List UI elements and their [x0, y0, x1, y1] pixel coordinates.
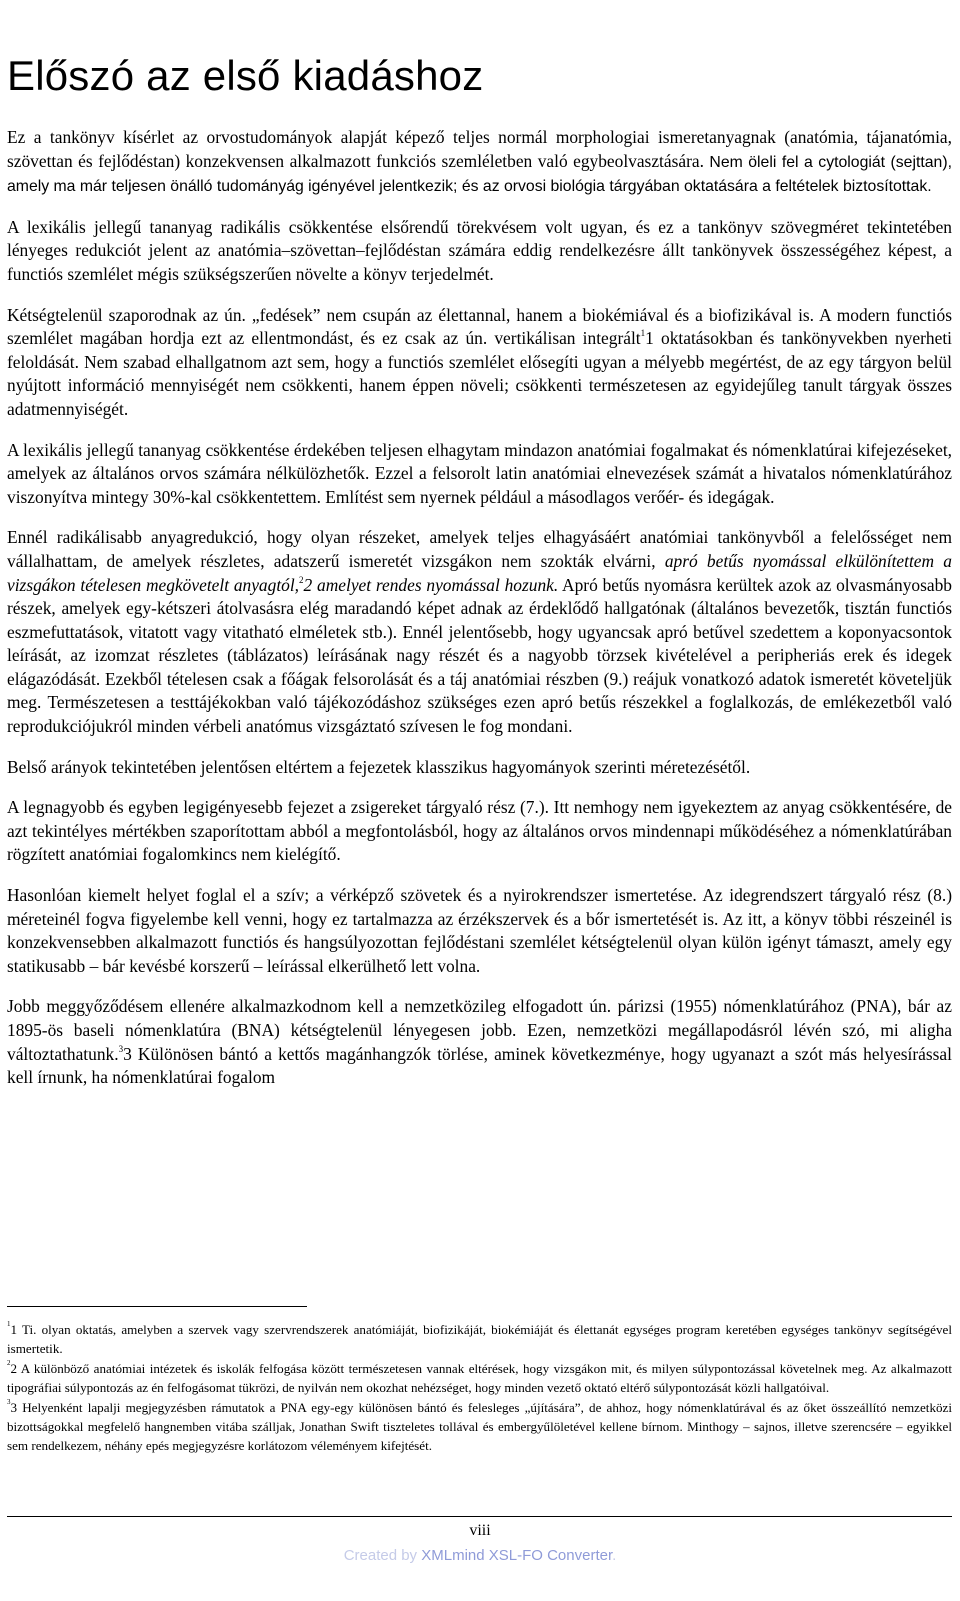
page-title: Előszó az első kiadáshoz [7, 52, 484, 99]
paragraph-5-part-a: Ennél radikálisabb anyagredukció, hogy olyan részeket, amelyek teljes elhagyásáért anatómiai tankönyvből a felelősséget nem vállalhattam, de amelyek részletes, adatszerű ismeretét vizsgákon nem szokták elvárni, [7, 527, 952, 571]
paragraph-4: A lexikális jellegű tananyag csökkentése érdekében teljesen elhagytam mindazon anatómiai fogalmakat és nómenklatúrai kifejezéseket, amelyek az általános orvos számára nélkülözhetők. Ezzel a felsorolt latin anatómiai elnevezések számát a hivatalos nómenklatúrához viszonyítva mintegy 30%-kal csökkentettem. Említést sem nyernek például a másodlagos verőér- és idegágak. [7, 439, 952, 507]
footnote-2-text: 2 A különböző anatómiai intézetek és iskolák felfogása között természetesen vannak eltérések, hogy vizsgákon mit, és milyen súlypontozással követelnek meg. Az alkalmazott tipográfiai súlypontozás az én felfogásomat tükrözi, de nyilván nem okozhat nehézséget, hogy minden vezető oktató eltérő súlypontozását közli hallgatóival. [7, 1360, 952, 1396]
footnote-mark-3: 3 [7, 1397, 11, 1406]
paragraph-1-part-b: Nem öleli fel a cytologiát (sejttan), amely ma már teljesen önálló tudományág igényével jelentkezik; és az orvosi biológia tárgyában oktatására a feltételek biztosítottak. [7, 153, 952, 196]
page-number: viii [469, 1522, 491, 1539]
paragraph-1 [7, 126, 952, 199]
credit-brand-link[interactable]: XMLmind XSL-FO Converter [421, 1547, 613, 1564]
body-text [7, 126, 952, 1107]
paragraph-2: A lexikális jellegű tananyag radikális csökkentése elsőrendű törekvésem volt ugyan, és ez a tankönyv szövegméret tekintetében lényeges redukciót jelent az anatómia–szövettan–fejlődéstan számára eddig rendelkezésre állt tankönyvek összességéhez képest, a functiós szemlélet mégis szükségszerűen növelte a könyv terjedelmét. [7, 216, 952, 284]
footnotes [7, 1320, 952, 1456]
converter-credit [0, 1547, 960, 1564]
footnote-ref-3[interactable]: 3 [118, 1043, 124, 1054]
paragraph-5 [7, 526, 952, 738]
footnote-3 [7, 1398, 952, 1456]
paragraph-5-part-b: Apró betűs nyomásra kerültek azok az olvasmányosabb részek, amelyek egy-kétszeri átolvasásra elég maradandó képet adnak az érdeklődő hallgatónak (általános bevezetők, tisztán functiós eszmefuttatások, vitatott vagy vitatható elméletek stb.). Ennél jelentősebb, hogy ugyancsak apró betűvel szedettem a koponyacsontok leírását, az izomzat részletes (táblázatos) leírásának nagy részét és a nagyobb törzsek kivételével a peripheriás erek és idegek elágazódását. Ezekből tételesen csak a főágak felsorolását és a táj anatómiai részben (9.) reájuk vonatkozó adatok ismeretét követeljük meg. Természetesen a testtájékokban való tájékozódáshoz szükséges ezen apró betűs részekkel a foglalkozás, de emlékezetből való reprodukciójukról minden vérbeli anatómus vizsgáztató szívesen le fog mondani. [7, 574, 952, 737]
credit-suffix: . [612, 1547, 617, 1564]
footnote-3-text: 3 Helyenként lapalji megjegyzésben rámutatok a PNA egy-egy különösen bántó és felesleges „újítására”, de ahhoz, hogy nómenklatúrával és az őket összeállító nemzetközi bizottságokkal megfelelő hangnemben vitába szálljak, Jonathan Swift tiszteletes tollával és embergyűlöletével kellene bírnom. Minthogy – sajnos, illetve szerencsére – egyikkel sem rendelkezem, néhány epés megjegyzésre korlátozom véleményem kifejtését. [7, 1399, 952, 1454]
paragraph-3-part-a: Kétségtelenül szaporodnak az ún. „fedések” nem csupán az élettannal, hanem a biokémiával és a biofizikával is. A modern functiós szemlélet magában hordja ezt az ellentmondást, és ez csak az ún. vertikálisan integrált [7, 304, 952, 349]
paragraph-3-part-b: oktatásokban és tankönyvekben nyerheti feloldását. [7, 328, 952, 372]
paragraph-6: Belső arányok tekintetében jelentősen eltértem a fejezetek klasszikus hagyományok szerinti méretezésétől. [7, 756, 751, 777]
paragraph-9 [7, 995, 952, 1089]
paragraph-1-part-a: Ez a tankönyv kísérlet az orvostudományok alapját képező teljes normál morphologiai ismeretanyagnak (anatómia, tájanatómia, szövettan és fejlődéstan) konzekvensen alkalmazott funkciós szemléletben való egybeolvasztására. [7, 127, 952, 171]
footer-separator [7, 1516, 952, 1517]
footnote-ref-1[interactable]: 1 [640, 328, 646, 339]
paragraph-3-after-ref: 1 [645, 328, 654, 349]
footnote-1-text: 1 Ti. olyan oktatás, amelyben a szervek vagy szervrendszerek anatómiáját, biofizikáját, biokémiáját és élettanát egységes program keretében egységes tankönyv segítségével ismertetik. [7, 1322, 952, 1357]
paragraph-9-part-b: 3 Különösen bántó a kettős magánhangzók törlése, aminek következménye, hogy ugyanazt a szót más helyesírással kell írnunk, ha nómenklatúrai fogalom [7, 1043, 952, 1088]
footnote-mark-2: 2 [7, 1358, 11, 1367]
footnote-1 [7, 1320, 952, 1359]
paragraph-5-italic: apró betűs nyomással elkülönítettem a vizsgákon tételesen megkövetelt anyagtól, [7, 550, 952, 595]
credit-prefix: Created by [343, 1547, 422, 1564]
paragraph-3-part-c: Nem szabad elhallgatnom azt sem, hogy a functiós szemlélet elősegíti ugyan a mélyebb megértést, de az egy tárgyon belül nyújtott információ mennyiségét nem csökkenti, hanem éppen növeli; csökkenti természetesen az egyidejűleg tanult tárgyak összes adatmennyiségét. [7, 351, 952, 419]
footnote-separator [7, 1306, 307, 1307]
paragraph-8: Hasonlóan kiemelt helyet foglal el a szív; a vérképző szövetek és a nyirokrendszer ismertetése. Az idegrendszert tárgyaló rész (8.) méreteinél fogva figyelembe kell venni, hogy ez tartalmazza az érzékszervek és a bőr ismertetését is. Az itt, a könyv többi részeinél is konzekvensebben alkalmazott functiós és hangsúlyozottan fejlődéstani szemlélet kétségtelenül olyan külön igényt támaszt, amely egy statikusabb – bár kevésbé korszerű – leírással elkerülhető lett volna. [7, 885, 952, 976]
footnote-mark-1: 1 [7, 1320, 11, 1328]
footnote-2 [7, 1359, 952, 1398]
footnote-ref-2[interactable]: 2 [299, 574, 304, 585]
paragraph-3 [7, 304, 952, 422]
paragraph-9-part-a: Jobb meggyőződésem ellenére alkalmazkodnom kell a nemzetközileg elfogadott ún. párizsi (1955) nómenklatúrához (PNA), bár az 1895-ös baseli nómenklatúra (BNA) kétségtelenül lényegesen jobb. Ezen, nemzetközi megállapodásról lévén szó, mi aligha változtathatunk. [7, 996, 952, 1064]
paragraph-7: A legnagyobb és egyben legigényesebb fejezet a zsigereket tárgyaló rész (7.). Itt nemhogy nem igyekeztem az anyag csökkentésére, de azt tekintélyes mértékben szaporítottam abból a megfontolásból, hogy az általános orvos mindennapi működéséhez a nómenklatúrában rögzített anatómiai fogalomkincs nem kielégítő. [7, 797, 952, 865]
paragraph-5-italic-2: 2 amelyet rendes nyomással hozunk. [303, 574, 559, 595]
